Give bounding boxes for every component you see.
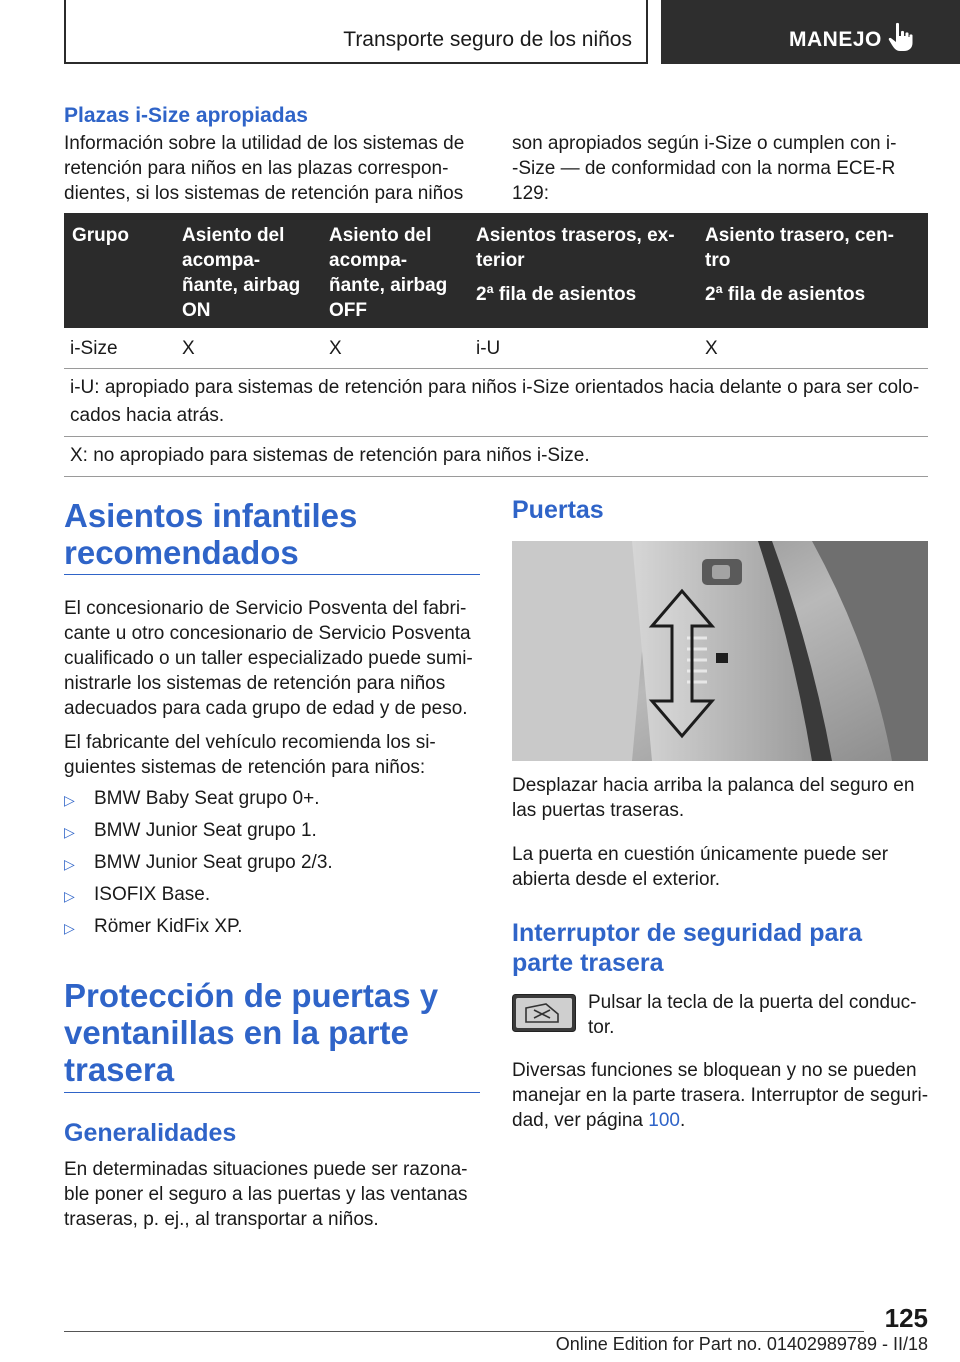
heading-line: ventanillas en la parte (64, 1014, 409, 1051)
note-line: i-U: apropiado para sistemas de retención para niños i-Size orientados hacia delante o para ser colo- (70, 377, 920, 398)
text-line: El concesionario de Servicio Posventa del fabri- (64, 598, 467, 619)
text-line: retención para niños en las plazas correspon- (64, 158, 449, 179)
text-line: cualificado o un taller especializado puede sumi- (64, 648, 473, 669)
table-cell: X (182, 338, 195, 359)
table-header-row (64, 213, 928, 328)
footer-rule (64, 1331, 864, 1332)
header-line: acompa- (329, 250, 408, 271)
text-line: traseras, p. ej., al transportar a niños. (64, 1209, 379, 1230)
table-cell: i-U (476, 338, 501, 359)
text-line: las puertas traseras. (512, 800, 685, 821)
header-chapter-box (64, 0, 648, 64)
header-section-tab[interactable] (661, 0, 960, 64)
note-line: X: no apropiado para sistemas de retención para niños i-Size. (70, 445, 590, 466)
triangle-bullet-icon: ▷ (64, 856, 75, 872)
header-line: ñante, airbag (182, 275, 301, 296)
text-fragment: . (679, 1110, 686, 1131)
header-line: terior (476, 250, 525, 271)
functions-paragraph (512, 1058, 932, 1133)
list-item-text: BMW Baby Seat grupo 0+. (94, 788, 320, 809)
doors-paragraph (512, 842, 932, 892)
text-line: cante u otro concesionario de Servicio Posventa (64, 623, 471, 644)
text-line: Pulsar la tecla de la puerta del conduc- (588, 992, 917, 1013)
triangle-bullet-icon: ▷ (64, 824, 75, 840)
isize-intro-left (64, 131, 484, 206)
text-line: adecuados para cada grupo de edad y de peso. (64, 698, 468, 719)
heading-line: Asientos infantiles (64, 497, 358, 534)
text-line: 129: (512, 183, 549, 204)
heading-line: recomendados (64, 534, 299, 571)
recommended-heading (64, 497, 357, 571)
header-line: tro (705, 250, 731, 271)
text-line (512, 1108, 932, 1133)
table-cell: X (705, 338, 718, 359)
text-line: Desplazar hacia arriba la palanca del seguro en (512, 775, 915, 796)
header-line: OFF (329, 300, 367, 321)
text-line: Información sobre la utilidad de los sistemas de (64, 133, 465, 154)
table-header-cell (72, 223, 129, 248)
header-line: Asiento del (182, 225, 285, 246)
isize-intro-right (512, 131, 932, 206)
heading-line: parte trasera (512, 949, 664, 977)
header-subline: 2ª fila de asientos (705, 284, 866, 305)
text-line: El fabricante del vehículo recomienda los si- (64, 732, 436, 753)
heading-rule (64, 1092, 480, 1093)
list-item-text: Römer KidFix XP. (94, 916, 243, 937)
header-line: Asiento del (329, 225, 432, 246)
list-item-text: BMW Junior Seat grupo 2/3. (94, 852, 333, 873)
chapter-title: Transporte seguro de los niños (343, 28, 632, 51)
table-note (64, 437, 928, 477)
table-header-cell (182, 223, 300, 323)
text-line: Diversas funciones se bloquean y no se pueden (512, 1060, 917, 1081)
text-line: guientes sistemas de retención para niños: (64, 757, 426, 778)
text-line: La puerta en cuestión únicamente puede ser (512, 844, 889, 865)
text-line: abierta desde el exterior. (512, 869, 721, 890)
header-line: Asiento trasero, cen- (705, 225, 894, 246)
text-line: manejar en la parte trasera. Interruptor de seguri- (512, 1085, 929, 1106)
hand-pointer-icon (888, 22, 914, 52)
header-line: acompa- (182, 250, 261, 271)
door-lock-image (512, 541, 928, 761)
header-line: ñante, airbag (329, 275, 448, 296)
triangle-bullet-icon: ▷ (64, 888, 75, 904)
section-tab-label: MANEJO (789, 28, 882, 51)
table-cell: X (329, 338, 342, 359)
text-line: En determinadas situaciones puede ser razona- (64, 1159, 468, 1180)
text-fragment: dad, ver página (512, 1110, 649, 1131)
doors-heading: Puertas (512, 496, 604, 524)
protection-heading (64, 977, 438, 1088)
table-row (64, 328, 928, 369)
text-line: nistrarle los sistemas de retención para niños (64, 673, 446, 694)
window-lock-icon (512, 994, 576, 1032)
table-note (64, 369, 928, 437)
triangle-bullet-icon: ▷ (64, 792, 75, 808)
page-number: 125 (884, 1303, 928, 1333)
heading-line: trasera (64, 1051, 175, 1088)
text-line: ble poner el seguro a las puertas y las ventanas (64, 1184, 468, 1205)
door-lock-illustration (512, 541, 928, 761)
isize-heading: Plazas i-Size apropiadas (64, 104, 308, 127)
page-reference-link[interactable]: 100 (648, 1110, 680, 1131)
header-line: Grupo (72, 225, 129, 246)
text-line: dientes, si los sistemas de retención para niños (64, 183, 464, 204)
isize-table (64, 213, 928, 477)
header-line: Asientos traseros, ex- (476, 225, 675, 246)
note-line: cados hacia atrás. (70, 405, 225, 426)
text-line: son apropiados según i-Size o cumplen con i- (512, 133, 897, 154)
list-item-text: ISOFIX Base. (94, 884, 211, 905)
safety-switch-text (588, 990, 928, 1040)
header-subline: 2ª fila de asientos (476, 284, 637, 305)
edition-footer: Online Edition for Part no. 01402989789 - II/18 (555, 1334, 928, 1354)
heading-line: Interruptor de seguridad para (512, 919, 863, 947)
list-item-text: BMW Junior Seat grupo 1. (94, 820, 317, 841)
header-line: ON (182, 300, 211, 321)
protection-paragraph (64, 1157, 484, 1232)
doors-caption (512, 773, 932, 823)
table-header-cell (476, 223, 675, 307)
heading-rule (64, 574, 480, 575)
generalities-heading: Generalidades (64, 1119, 237, 1147)
safety-switch-heading (512, 918, 862, 978)
text-line: -Size — de conformidad con la norma ECE-R (512, 158, 896, 179)
table-header-cell (705, 223, 894, 307)
table-cell: i-Size (70, 338, 118, 359)
recommended-paragraph-1 (64, 596, 484, 721)
recommended-paragraph-2 (64, 730, 484, 780)
text-line: tor. (588, 1017, 615, 1038)
heading-line: Protección de puertas y (64, 977, 439, 1014)
triangle-bullet-icon: ▷ (64, 920, 75, 936)
table-header-cell (329, 223, 447, 323)
